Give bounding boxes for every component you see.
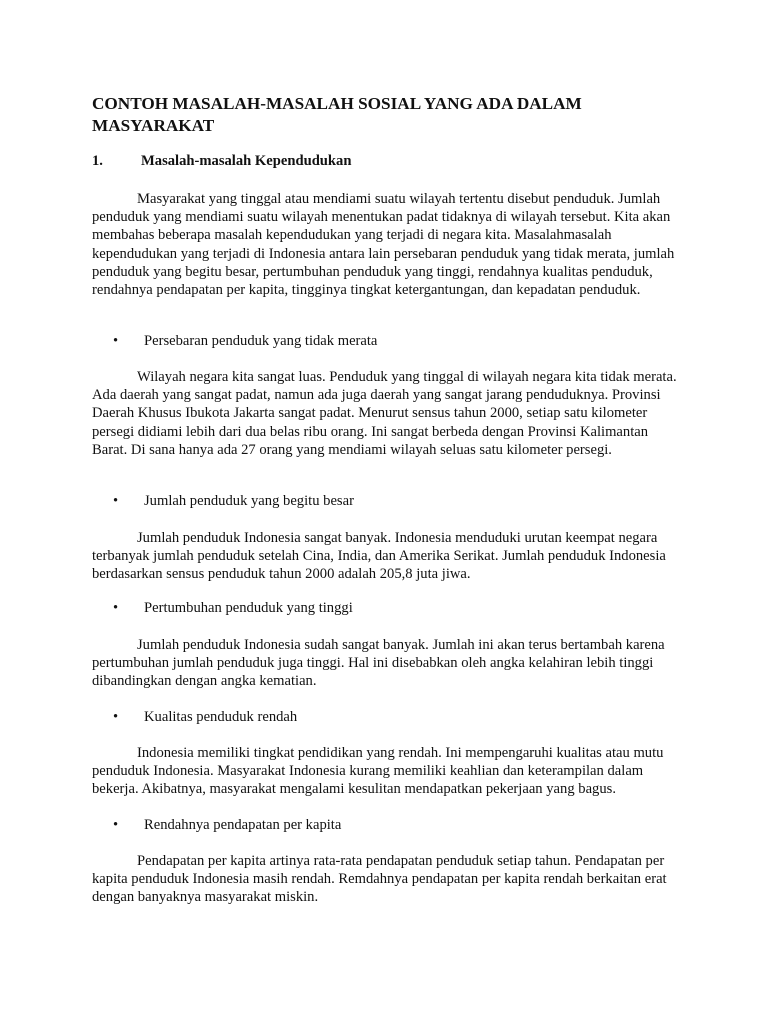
bullet-dot: • xyxy=(113,333,119,349)
bullet-dot: • xyxy=(113,493,119,509)
paragraph-jumlah: Jumlah penduduk Indonesia sangat banyak. Indonesia menduduki urutan keempat negara terbanyak jumlah penduduk setelah Cina, India, dan Amerika Serikat. Jumlah penduduk Indonesia berdasarkan sensus penduduk tahun 2000 adalah 205,8 juta jiwa. xyxy=(92,530,666,583)
bullet-dot: • xyxy=(113,600,119,616)
bullet-item-kualitas xyxy=(113,708,297,726)
bullet-item-pendapatan xyxy=(113,816,341,834)
section-number: 1. xyxy=(92,153,103,169)
bullet-heading: Rendahnya pendapatan per kapita xyxy=(144,817,342,833)
bullet-heading: Pertumbuhan penduduk yang tinggi xyxy=(144,600,353,616)
bullet-heading: Jumlah penduduk yang begitu besar xyxy=(144,493,354,509)
paragraph-kualitas: Indonesia memiliki tingkat pendidikan yang rendah. Ini mempengaruhi kualitas atau mutu penduduk Indonesia. Masyarakat Indonesia kurang memiliki keahlian dan keterampilan dalam bekerja. Akibatnya, masyarakat mengalami kesulitan mendapatkan pekerjaan yang bagus. xyxy=(92,745,664,798)
bullet-item-persebaran xyxy=(113,332,377,350)
document-title: CONTOH MASALAH-MASALAH SOSIAL YANG ADA DALAM MASYARAKAT xyxy=(92,94,582,135)
bullet-dot: • xyxy=(113,709,119,725)
paragraph-pendapatan: Pendapatan per kapita artinya rata-rata pendapatan penduduk setiap tahun. Pendapatan per kapita penduduk Indonesia masih rendah. Remdahnya pendapatan per kapita rendah berkaitan erat dengan banyaknya masyarakat miskin. xyxy=(92,853,667,906)
intro-paragraph: Masyarakat yang tinggal atau mendiami suatu wilayah tertentu disebut penduduk. Jumlah penduduk yang mendiami suatu wilayah menentukan padat tidaknya di wilayah tersebut. Kita akan membahas beberapa masalah kependudukan yang terjadi di negara kita. Masalahmasalah kependudukan yang terjadi di Indonesia antara lain persebaran penduduk yang tidak merata, jumlah penduduk yang begitu besar, pertumbuhan penduduk yang tinggi, rendahnya kualitas penduduk, rendahnya pendapatan per kapita, tingginya tingkat ketergantungan, dan kepadatan penduduk. xyxy=(92,191,675,299)
bullet-heading: Persebaran penduduk yang tidak merata xyxy=(144,333,378,349)
bullet-dot: • xyxy=(113,817,119,833)
bullet-item-pertumbuhan xyxy=(113,599,353,617)
bullet-heading: Kualitas penduduk rendah xyxy=(144,709,298,725)
section-heading xyxy=(92,152,351,170)
paragraph-persebaran: Wilayah negara kita sangat luas. Penduduk yang tinggal di wilayah negara kita tidak merata. Ada daerah yang sangat padat, namun ada juga daerah yang sangat jarang penduduknya. Provinsi Daerah Khusus Ibukota Jakarta sangat padat. Menurut sensus tahun 2000, setiap satu kilometer persegi didiami lebih dari dua belas ribu orang. Ini sangat berbeda dengan Provinsi Kalimantan Barat. Di sana hanya ada 27 orang yang mendiami wilayah seluas satu kilometer persegi. xyxy=(92,369,677,458)
section-heading-text: Masalah-masalah Kependudukan xyxy=(141,153,352,169)
bullet-item-jumlah xyxy=(113,492,354,510)
paragraph-pertumbuhan: Jumlah penduduk Indonesia sudah sangat banyak. Jumlah ini akan terus bertambah karena pertumbuhan jumlah penduduk juga tinggi. Hal ini disebabkan oleh angka kelahiran lebih tinggi dibandingkan dengan angka kematian. xyxy=(92,637,665,690)
